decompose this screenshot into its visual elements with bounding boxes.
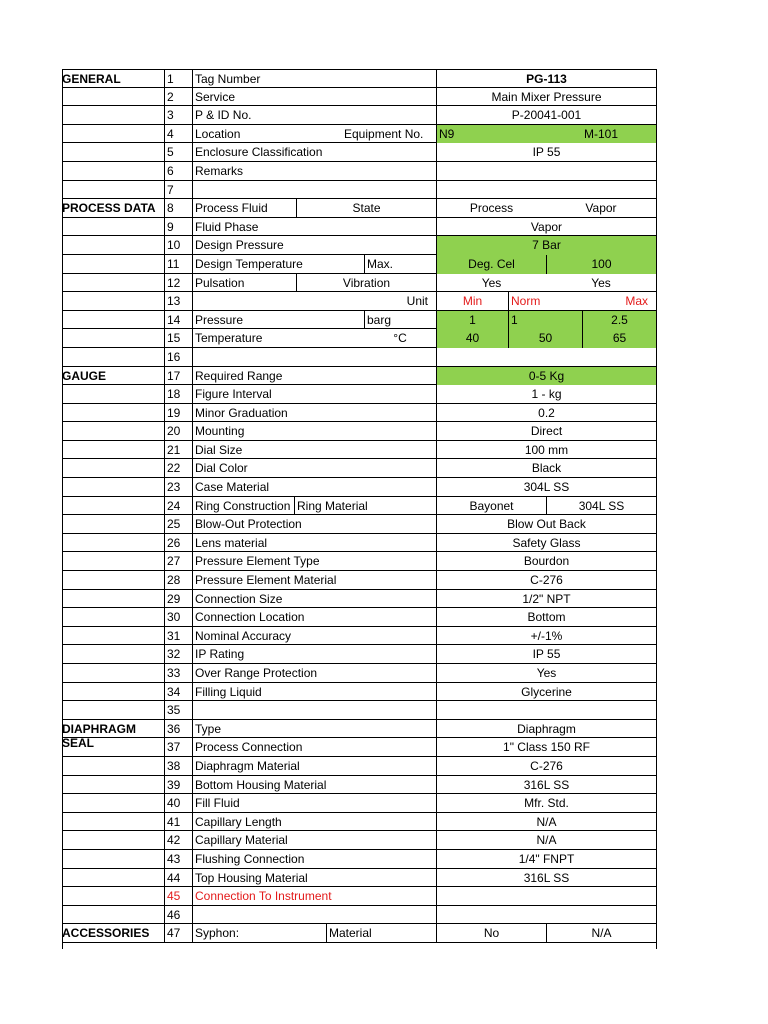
table-row (62, 69, 656, 88)
value-state: Vapor (585, 201, 617, 216)
label-ring-material: Ring Material (294, 497, 436, 516)
row-number: 4 (164, 125, 192, 144)
row-number: 25 (164, 515, 192, 534)
row-number: 13 (164, 292, 192, 311)
label-element-material: Pressure Element Material (192, 571, 436, 590)
row-number: 35 (164, 701, 192, 720)
table-row (62, 515, 656, 534)
table-row (62, 813, 656, 832)
row-number: 15 (164, 329, 192, 348)
row-number: 32 (164, 645, 192, 664)
temperature-max: 65 (582, 329, 656, 348)
row-number: 29 (164, 590, 192, 609)
table-row (62, 757, 656, 776)
value-service: Main Mixer Pressure (436, 88, 656, 107)
row-number: 45 (164, 887, 192, 906)
empty-cell (436, 906, 656, 925)
section-gauge: GAUGE (62, 368, 107, 383)
value-capillary-material: N/A (436, 831, 656, 850)
table-row (62, 645, 656, 664)
temperature-norm: 50 (508, 329, 582, 348)
row-number: 7 (164, 181, 192, 200)
table-row (62, 478, 656, 497)
table-row (62, 738, 656, 757)
value-syphon-material: N/A (546, 924, 656, 943)
value-element-type: Bourdon (436, 552, 656, 571)
table-row (62, 701, 656, 720)
label-capillary-material: Capillary Material (192, 831, 436, 850)
row-number: 38 (164, 757, 192, 776)
label-dial-color: Dial Color (192, 459, 436, 478)
row-number: 18 (164, 385, 192, 404)
value-temp-unit: Deg. Cel (436, 255, 546, 274)
value-capillary-length: N/A (436, 813, 656, 832)
value-element-material: C-276 (436, 571, 656, 590)
label-flushing-connection: Flushing Connection (192, 850, 436, 869)
empty-cell (192, 701, 436, 720)
empty-cell (192, 906, 436, 925)
value-design-pressure: 7 Bar (436, 236, 656, 255)
value-fill-fluid: Mfr. Std. (436, 794, 656, 813)
table-row (62, 274, 656, 293)
label-fluid-phase: Fluid Phase (192, 218, 436, 237)
table-row (62, 88, 656, 107)
table-row (62, 683, 656, 702)
label-pulsation: Pulsation (192, 274, 296, 293)
unit-celsius: °C (393, 331, 407, 346)
value-location: N9 (436, 125, 546, 144)
value-syphon: No (436, 924, 546, 943)
row-number: 46 (164, 906, 192, 925)
label-capillary-length: Capillary Length (192, 813, 436, 832)
label-required-range: Required Range (192, 367, 436, 386)
section-general: GENERAL (62, 72, 121, 86)
row-number: 30 (164, 608, 192, 627)
table-row (62, 404, 656, 423)
row-number: 36 (164, 720, 192, 739)
value-connection-size: 1/2" NPT (436, 590, 656, 609)
table-row (62, 664, 656, 683)
row-number: 19 (164, 404, 192, 423)
table-row (62, 869, 656, 888)
label-material: Material (326, 924, 436, 943)
section-diaphragm-seal: DIAPHRAGM SEAL (62, 721, 136, 750)
row-number: 28 (164, 571, 192, 590)
table-row (62, 776, 656, 795)
empty-cell (192, 292, 364, 311)
label-minor-graduation: Minor Graduation (192, 404, 436, 423)
label-syphon: Syphon: (192, 924, 326, 943)
empty-cell (192, 181, 436, 200)
value-fluid-phase: Vapor (436, 218, 656, 237)
label-top-housing: Top Housing Material (192, 869, 436, 888)
value-mounting: Direct (436, 422, 656, 441)
table-row (62, 348, 656, 367)
label-unit: Unit (406, 294, 428, 309)
row-number: 8 (164, 199, 192, 218)
row-number: 12 (164, 274, 192, 293)
row-number: 42 (164, 831, 192, 850)
label-process-fluid: Process Fluid (192, 199, 296, 218)
value-figure-interval: 1 - kg (436, 385, 656, 404)
row-number: 9 (164, 218, 192, 237)
value-case-material: 304L SS (436, 478, 656, 497)
value-dial-color: Black (436, 459, 656, 478)
row-number: 22 (164, 459, 192, 478)
row-number: 37 (164, 738, 192, 757)
value-connection-to-instrument (436, 887, 656, 906)
label-enclosure: Enclosure Classification (192, 143, 436, 162)
label-mounting: Mounting (192, 422, 436, 441)
label-nominal-accuracy: Nominal Accuracy (192, 627, 436, 646)
table-row (62, 106, 656, 125)
value-remarks (436, 162, 656, 181)
header-min: Min (436, 292, 508, 311)
row-number: 39 (164, 776, 192, 795)
table-row (62, 924, 656, 943)
table-row (62, 906, 656, 925)
label-filling-liquid: Filling Liquid (192, 683, 436, 702)
label-pressure: Pressure (192, 311, 364, 330)
value-ring-material: 304L SS (546, 497, 656, 516)
row-number: 14 (164, 311, 192, 330)
row-number: 11 (164, 255, 192, 274)
label-pid-no: P & ID No. (192, 106, 436, 125)
temperature-min: 40 (436, 329, 508, 348)
label-diaphragm-material: Diaphragm Material (192, 757, 436, 776)
label-design-temperature: Design Temperature (192, 255, 364, 274)
value-temp-max: 100 (546, 255, 656, 274)
value-ip-rating: IP 55 (436, 645, 656, 664)
empty-cell (436, 701, 656, 720)
value-process-connection: 1" Class 150 RF (436, 738, 656, 757)
value-dial-size: 100 mm (436, 441, 656, 460)
label-design-pressure: Design Pressure (192, 236, 436, 255)
row-number: 2 (164, 88, 192, 107)
table-row (62, 459, 656, 478)
table-row (62, 292, 656, 311)
label-dial-size: Dial Size (192, 441, 436, 460)
row-number: 40 (164, 794, 192, 813)
label-element-type: Pressure Element Type (192, 552, 436, 571)
value-filling-liquid: Glycerine (436, 683, 656, 702)
header-max: Max (625, 294, 648, 309)
value-tag-number: PG-113 (436, 70, 656, 89)
table-row (62, 143, 656, 162)
label-fill-fluid: Fill Fluid (192, 794, 436, 813)
row-number: 1 (164, 70, 192, 89)
datasheet-table (62, 69, 656, 943)
label-location: Location (192, 125, 342, 144)
value-bottom-housing: 316L SS (436, 776, 656, 795)
row-number: 20 (164, 422, 192, 441)
label-temperature: Temperature (192, 329, 364, 348)
table-row (62, 608, 656, 627)
row-number: 43 (164, 850, 192, 869)
value-connection-location: Bottom (436, 608, 656, 627)
table-row (62, 311, 656, 330)
label-ip-rating: IP Rating (192, 645, 436, 664)
table-row (62, 236, 656, 255)
table-row (62, 534, 656, 553)
section-accessories: ACCESSORIES (62, 926, 150, 941)
label-equipment-no: Equipment No. (344, 126, 424, 141)
table-row (62, 850, 656, 869)
table-row (62, 199, 656, 218)
value-top-housing: 316L SS (436, 869, 656, 888)
row-number: 47 (164, 924, 192, 943)
row-number: 5 (164, 143, 192, 162)
value-enclosure: IP 55 (436, 143, 656, 162)
row-number: 23 (164, 478, 192, 497)
label-vibration: Vibration (296, 274, 436, 293)
unit-barg: barg (364, 311, 436, 330)
pressure-norm: 1 (508, 311, 582, 330)
table-row (62, 831, 656, 850)
row-number: 33 (164, 664, 192, 683)
row-number: 26 (164, 534, 192, 553)
row-number: 3 (164, 106, 192, 125)
row-number: 21 (164, 441, 192, 460)
row-number: 44 (164, 869, 192, 888)
header-norm: Norm (508, 292, 582, 311)
label-remarks: Remarks (192, 162, 436, 181)
table-row (62, 162, 656, 181)
label-case-material: Case Material (192, 478, 436, 497)
label-over-range: Over Range Protection (192, 664, 436, 683)
section-process-data: PROCESS DATA (62, 201, 156, 216)
table-row (62, 329, 656, 348)
label-blowout: Blow-Out Protection (192, 515, 436, 534)
value-lens-material: Safety Glass (436, 534, 656, 553)
label-type: Type (192, 720, 436, 739)
value-minor-graduation: 0.2 (436, 404, 656, 423)
value-vibration: Yes (591, 275, 611, 290)
row-number: 31 (164, 627, 192, 646)
table-row (62, 367, 656, 386)
table-row (62, 627, 656, 646)
empty-cell (436, 181, 656, 200)
label-process-connection: Process Connection (192, 738, 436, 757)
value-pid-no: P-20041-001 (436, 106, 656, 125)
value-type: Diaphragm (436, 720, 656, 739)
row-number: 17 (164, 367, 192, 386)
table-row (62, 590, 656, 609)
value-diaphragm-material: C-276 (436, 757, 656, 776)
label-state: State (296, 199, 436, 218)
table-row (62, 255, 656, 274)
table-row (62, 181, 656, 200)
table-row (62, 125, 656, 144)
table-row (62, 571, 656, 590)
pressure-min: 1 (436, 311, 508, 330)
row-number: 41 (164, 813, 192, 832)
pressure-max: 2.5 (582, 311, 656, 330)
table-row (62, 385, 656, 404)
value-flushing-connection: 1/4" FNPT (436, 850, 656, 869)
value-equipment-no: M-101 (546, 125, 656, 144)
table-row (62, 794, 656, 813)
label-figure-interval: Figure Interval (192, 385, 436, 404)
row-number: 10 (164, 236, 192, 255)
label-lens-material: Lens material (192, 534, 436, 553)
value-required-range: 0-5 Kg (436, 367, 656, 386)
table-row (62, 218, 656, 237)
table-row (62, 552, 656, 571)
label-connection-location: Connection Location (192, 608, 436, 627)
label-connection-size: Connection Size (192, 590, 436, 609)
label-max: Max. (364, 255, 436, 274)
empty-cell (436, 348, 656, 367)
label-service: Service (192, 88, 436, 107)
row-number: 6 (164, 162, 192, 181)
label-ring-construction: Ring Construction (192, 497, 294, 516)
value-ring-construction: Bayonet (436, 497, 546, 516)
value-process: Process (436, 199, 546, 218)
table-row (62, 497, 656, 516)
row-number: 34 (164, 683, 192, 702)
empty-cell (192, 348, 436, 367)
label-connection-to-instrument: Connection To Instrument (192, 887, 436, 906)
value-over-range: Yes (436, 664, 656, 683)
row-number: 27 (164, 552, 192, 571)
value-pulsation: Yes (436, 274, 546, 293)
row-number: 16 (164, 348, 192, 367)
value-nominal-accuracy: +/-1% (436, 627, 656, 646)
row-number: 24 (164, 497, 192, 516)
label-tag-number: Tag Number (192, 70, 436, 89)
table-row (62, 422, 656, 441)
table-row (62, 441, 656, 460)
table-row (62, 887, 656, 906)
label-bottom-housing: Bottom Housing Material (192, 776, 436, 795)
value-blowout: Blow Out Back (436, 515, 656, 534)
